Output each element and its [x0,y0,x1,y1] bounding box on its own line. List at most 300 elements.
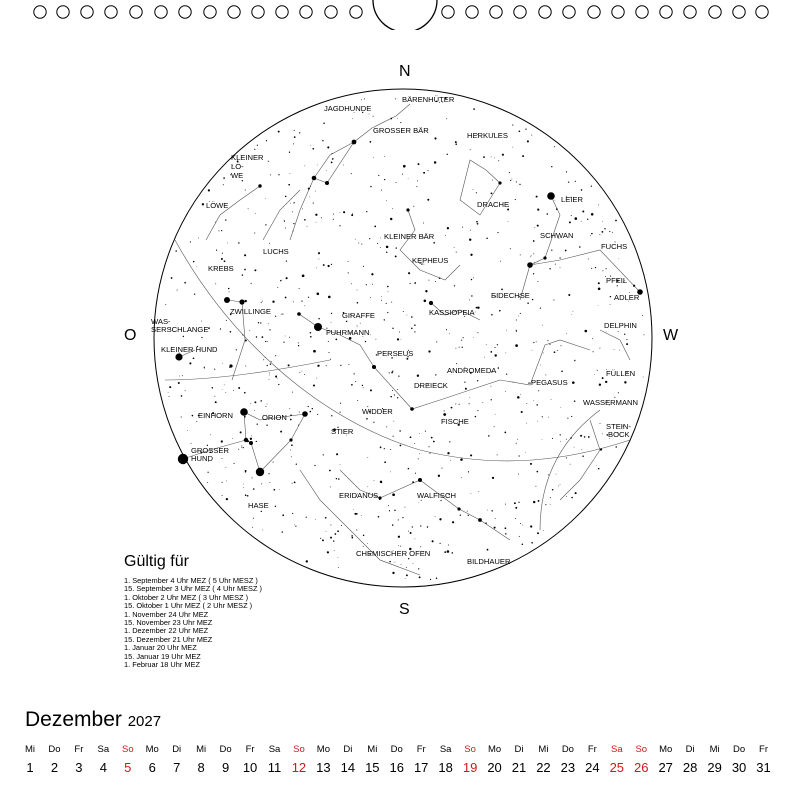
bright-star [457,507,460,510]
star [281,314,282,315]
day-number: 24 [585,760,600,775]
star [357,400,358,401]
star [389,561,391,563]
star [452,552,454,554]
star [414,331,415,332]
star [225,392,226,393]
calendar-strip [18,744,783,784]
star [346,321,348,323]
weekday-label: Mi [24,744,36,755]
star [398,545,399,546]
star [392,493,395,496]
weekday-label: Sa [439,744,452,755]
star [285,297,287,299]
star [533,342,534,343]
star [387,286,389,288]
star [348,272,349,273]
star [417,375,419,377]
star [494,527,496,529]
star [258,322,259,323]
star [574,447,575,448]
star [363,546,364,547]
weekday-label: Fr [74,744,84,755]
star [331,313,332,314]
day-number: 23 [560,760,576,775]
star [447,154,448,155]
star [196,421,197,422]
star [316,292,319,295]
bright-star [429,301,433,305]
star [241,446,242,447]
star [256,336,257,337]
star [386,303,387,304]
constellation-label: LUCHS [263,247,289,256]
star [542,439,543,440]
star [568,294,570,296]
star [600,423,601,424]
star [245,471,246,472]
star [500,261,501,262]
star [512,124,513,125]
star [309,197,310,198]
star [588,436,590,438]
constellation-label: STEIN- [606,422,631,431]
star [402,517,403,518]
star [316,378,317,379]
star [495,518,496,519]
star [566,457,567,458]
star [208,189,210,191]
star [394,394,395,395]
star [289,337,290,338]
day-number: 5 [124,760,132,775]
star [605,381,607,383]
star [520,523,521,524]
star [378,516,380,518]
star [565,250,567,252]
star [491,399,492,400]
star [221,258,223,260]
star [571,497,572,498]
star [602,221,603,222]
star [399,331,400,332]
constellation-label: BOCK [608,430,630,439]
star [522,155,524,157]
star [273,489,275,491]
star [406,574,408,576]
star [204,368,205,369]
constellation-label: LEIER [561,195,583,204]
star [556,474,557,475]
star [365,341,366,342]
star [236,349,237,350]
star [475,312,476,313]
constellation-label: CHEMISCHER OFEN [356,549,431,558]
star [298,345,299,346]
star [323,122,324,123]
star [510,180,511,181]
star [284,220,285,221]
weekday-label: Do [219,744,232,755]
constellation-label: ZWILLINGE [230,307,271,316]
star [291,456,292,457]
star [419,576,421,578]
star [557,350,558,351]
star [384,461,386,463]
weekday-label: Sa [268,744,281,755]
star [313,203,314,204]
star [433,242,435,244]
star [198,238,199,239]
star [293,202,294,203]
star [381,300,382,301]
star [243,484,244,485]
star [381,190,382,191]
star [224,385,225,386]
star [338,567,339,568]
star [530,463,532,465]
constellation-label: GIRAFFE [342,311,375,320]
star [260,400,262,402]
bright-star [297,312,301,316]
star [401,339,402,340]
star [242,180,243,181]
star [320,538,321,539]
star [392,370,393,371]
star [285,196,287,198]
star [537,532,539,534]
weekday-label: So [293,744,305,755]
star [463,337,464,338]
star [477,380,478,381]
star [214,369,215,370]
star [598,288,601,291]
star [615,446,616,447]
star [454,285,455,286]
star [312,408,313,409]
star [470,230,471,231]
star [361,99,362,100]
star [308,297,309,298]
star [175,250,177,252]
star [245,494,247,496]
validity-title: Gültig für [124,553,189,570]
star [353,509,354,510]
star [454,247,455,248]
star [626,343,628,345]
day-number: 30 [731,760,747,775]
weekday-label: Mi [538,744,549,755]
star [328,265,330,267]
bright-star [244,438,248,442]
star [477,223,479,225]
star [398,375,399,376]
star [343,211,345,213]
weekday-label: Sa [97,744,110,755]
star [261,483,262,484]
star [248,208,249,209]
star [249,330,250,331]
star [181,395,183,397]
star [387,312,388,313]
star [570,464,571,465]
star [394,510,395,511]
star [566,171,567,172]
star [318,318,319,319]
star [386,246,389,249]
star [351,535,353,537]
star [266,140,267,141]
constellation-label: KREBS [208,264,234,273]
star [254,410,255,411]
star [251,436,252,437]
star [182,375,183,376]
star [254,269,256,271]
constellation-label: JAGDHUNDE [324,104,372,113]
star [506,330,507,331]
star [169,396,170,397]
star [413,206,414,207]
bright-star [498,181,501,184]
bright-star [289,438,292,441]
validity-line: 1. November 24 Uhr MEZ [124,609,209,619]
weekday-label: Sa [610,744,623,755]
star [535,486,536,487]
star [619,350,620,351]
star [439,277,441,279]
star [185,390,186,391]
star [238,449,239,450]
star [505,533,506,534]
day-number: 16 [389,760,404,775]
star [435,516,436,517]
star [403,311,404,312]
star [436,341,437,342]
star [412,481,414,483]
star [396,182,397,183]
star [351,214,353,216]
constellation-label: WALFISCH [417,491,456,500]
bright-star [372,365,376,369]
bright-star [325,181,329,185]
bright-star [378,496,381,499]
star [490,351,492,353]
star [424,300,427,303]
bright-star [543,256,546,259]
star [591,185,592,186]
star [330,486,331,487]
star [469,403,470,404]
star [391,302,392,303]
star [265,198,266,199]
star [444,410,445,411]
star [412,526,413,527]
star [533,273,534,274]
star [193,261,195,263]
star [265,224,266,225]
star [326,170,327,171]
star [612,232,613,233]
star [528,382,529,383]
star [331,264,332,265]
star [439,543,440,544]
star [267,365,268,366]
direction-east: O [124,327,137,344]
star [498,160,499,161]
star [455,143,457,145]
star [473,108,475,110]
star [269,329,270,330]
star [491,510,492,511]
star [633,285,635,287]
star [540,308,541,309]
star [226,481,227,482]
weekday-label: Mo [659,744,673,755]
star [265,406,266,407]
star [473,189,474,190]
star [390,471,391,472]
star [221,440,223,442]
star [332,153,333,154]
star [449,333,450,334]
star [265,341,266,342]
star [273,461,274,462]
star [269,375,270,376]
star [505,353,506,354]
star [289,408,290,409]
star [181,416,182,417]
star [293,301,294,302]
star [428,446,429,447]
star [430,579,431,580]
validity-line: 1. Januar 20 Uhr MEZ [124,643,197,653]
star [245,189,246,190]
star [310,332,312,334]
star [327,146,329,148]
star [390,449,391,450]
month-title [25,708,161,732]
star [362,385,363,386]
star [501,289,503,291]
constellation-label: BÄRENHÜTER [402,95,455,104]
star [574,360,575,361]
star [522,525,523,526]
star [348,261,349,262]
star [207,472,208,473]
star [574,400,576,402]
star [334,550,335,551]
star [566,439,567,440]
star [304,219,306,221]
star [538,500,540,502]
star [352,537,354,539]
star [560,484,561,485]
star [506,373,507,374]
star [643,334,644,335]
star [381,296,382,297]
star [408,272,410,274]
star [228,288,230,290]
star [210,434,211,435]
star [485,522,486,523]
star [554,146,555,147]
star [561,371,563,373]
star [282,514,284,516]
weekday-label: So [121,744,134,755]
star [221,230,222,231]
star [373,157,374,158]
star [386,200,387,201]
star [477,410,478,411]
star [197,266,198,267]
star [419,433,420,434]
star [193,357,195,359]
star [322,140,323,141]
star [399,430,400,431]
star [310,186,311,187]
star [269,473,270,474]
star [526,403,527,404]
star [321,217,322,218]
star [582,211,584,213]
star [588,258,589,259]
star [443,413,446,416]
star [214,396,215,397]
star [325,517,327,519]
star [326,531,327,532]
star [395,98,396,99]
star [338,478,340,480]
weekday-label: Fr [416,744,426,755]
star [227,243,228,244]
day-number: 26 [634,760,649,775]
star [245,340,247,342]
star [414,443,415,444]
star [470,254,472,256]
star [395,562,396,563]
star [476,192,477,193]
star [418,502,419,503]
star [262,336,264,338]
star [260,322,261,323]
weekday-label: Do [561,744,574,755]
constellation-label: WASSERMANN [583,398,638,407]
constellation-label: KLEINER HUND [161,345,218,354]
star [464,381,465,382]
bright-star [256,468,264,476]
star [292,211,293,212]
star [599,234,600,235]
star [423,223,424,224]
star [390,396,392,398]
star [292,513,293,514]
star [340,412,341,413]
star [247,495,249,497]
star [301,300,302,301]
star [310,145,311,146]
star [279,489,280,490]
star [396,247,397,248]
star [555,200,556,201]
star [340,464,341,465]
star [427,199,429,201]
weekday-label: Di [172,744,182,755]
star [366,284,367,285]
star [531,255,532,256]
bright-star [175,353,182,360]
weekday-label: So [635,744,648,755]
star [432,540,434,542]
